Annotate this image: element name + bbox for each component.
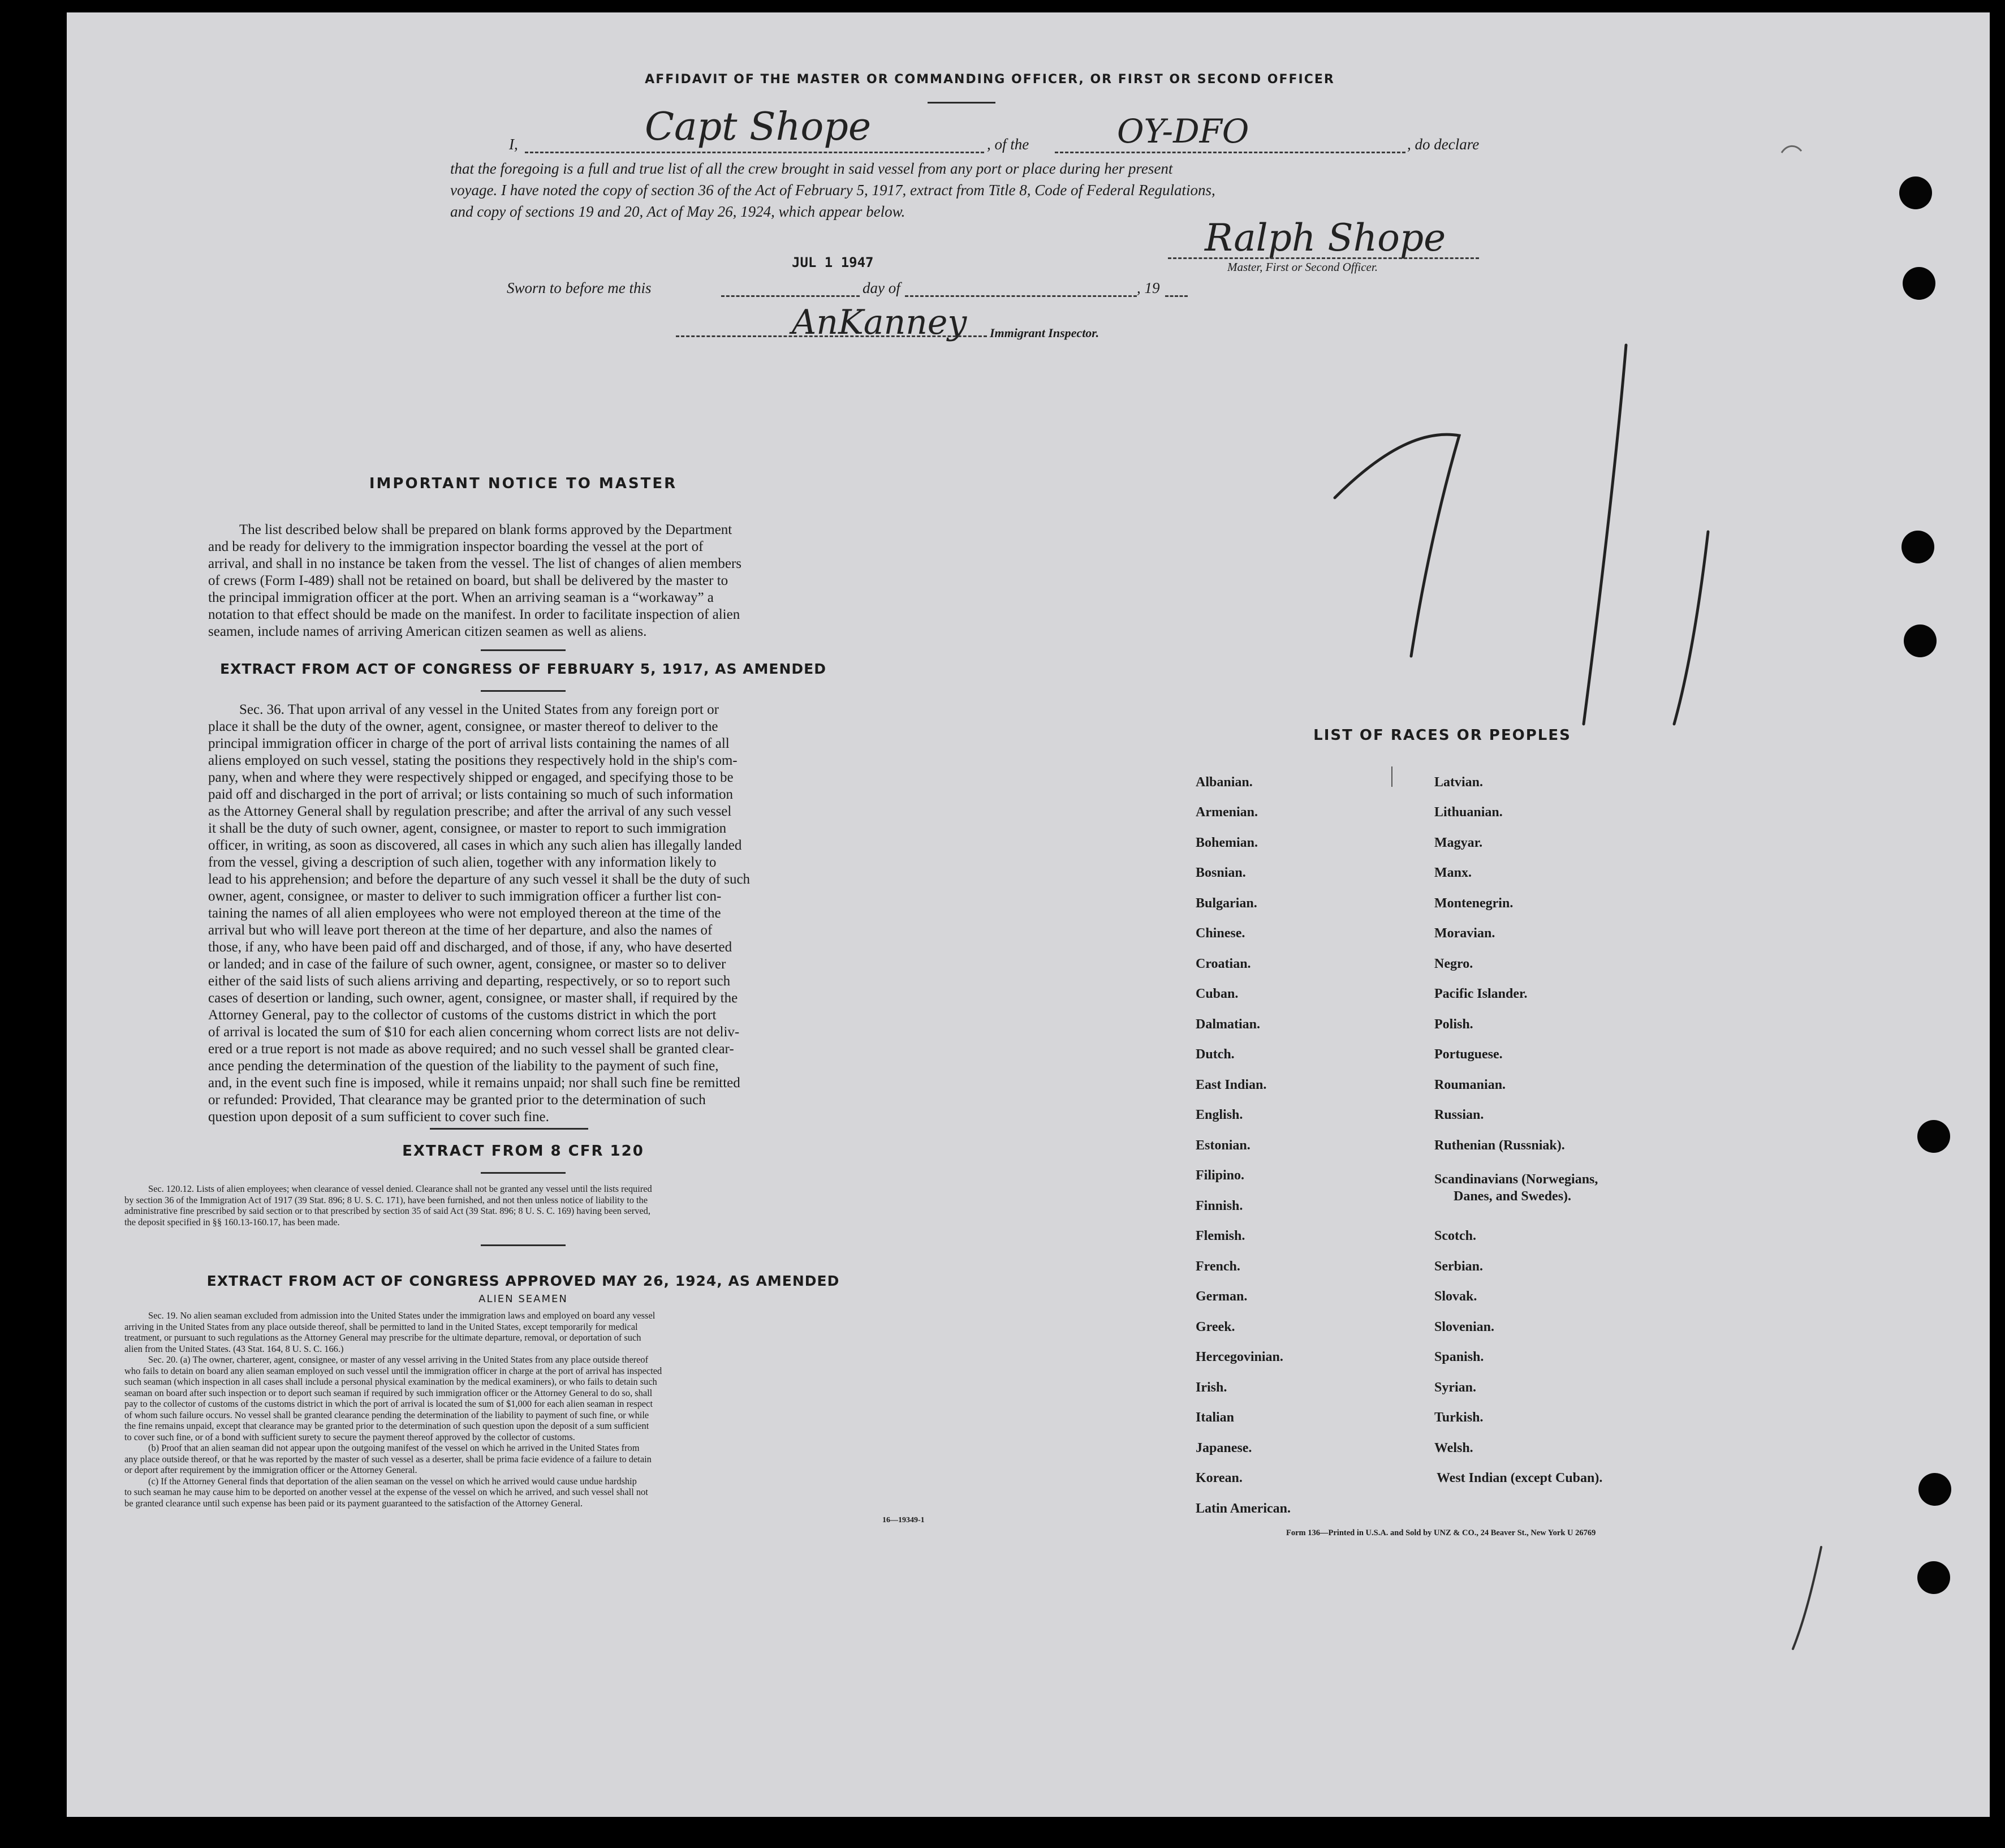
master-signature: Ralph Shope	[1205, 216, 1446, 260]
affidavit-line-3: voyage. I have noted the copy of section 36 of the Act of February 5, 1917, extract from Title 8, Code of Federal Regulations,	[450, 182, 1215, 199]
race-item: Roumanian.	[1434, 1078, 1506, 1092]
day-of-label: day of	[863, 279, 900, 296]
of-the-label: , of the	[987, 136, 1029, 153]
notice-line: the principal immigration officer at the port. When an arriving seaman is a “workaway” a	[208, 590, 714, 605]
race-item: Scandinavians (Norwegians,	[1434, 1172, 1598, 1187]
extract-1917-line: officer, in writing, as soon as discovered, all cases in which any such alien has illegally landed	[208, 838, 742, 853]
race-item: Hercegovinian.	[1196, 1350, 1283, 1364]
inspector-line	[676, 335, 987, 337]
extract-1924-line: (b) Proof that an alien seaman did not appear upon the outgoing manifest of the vessel on which he arrived in the United States from	[148, 1442, 640, 1453]
race-item: West Indian (except Cuban).	[1437, 1471, 1603, 1485]
extract-1924-line: be granted clearance until such expense has been paid or its payment guaranteed to the satisfaction of the Attorney General.	[124, 1497, 583, 1509]
cfr-rule-top	[430, 1128, 588, 1130]
extract-1924-body	[124, 1310, 937, 1509]
extract-1917-line: those, if any, who have been paid off and discharged, and of those, if any, who have deserted	[208, 940, 732, 955]
extract-1924-line: seaman on board after such inspection or to deport such seaman if required by such immigration officer or the Attorney General to do so, shall	[124, 1387, 653, 1398]
cfr-line: the deposit specified in §§ 160.13-160.17, has been made.	[124, 1216, 340, 1227]
race-item: Irish.	[1196, 1380, 1227, 1395]
extract-1917-line: lead to his apprehension; and before the departure of any such vessel it shall be the duty of such	[208, 872, 751, 887]
notice-line: The list described below shall be prepared on blank forms approved by the Department	[239, 522, 732, 537]
race-item: Manx.	[1434, 865, 1472, 880]
vessel-name-line	[1055, 152, 1405, 153]
cfr-line: administrative fine prescribed by said section or to that prescribed by section 35 of said Act (39 Stat. 896; 8 U. S. C. 169) having been served,	[124, 1205, 650, 1216]
race-item: Montenegrin.	[1434, 896, 1514, 911]
race-item: Dutch.	[1196, 1047, 1235, 1062]
signature-line	[1168, 257, 1479, 259]
race-item: Magyar.	[1434, 835, 1483, 850]
extract-1924-line: to cover such fine, or of a bond with sufficient surety to secure the payment thereof approved by the collector of customs.	[124, 1431, 575, 1442]
notice-body	[208, 522, 844, 640]
punch-hole	[1917, 1561, 1950, 1594]
extract-1917-line: Sec. 36. That upon arrival of any vessel in the United States from any foreign port or	[239, 702, 719, 717]
extract-1917-line: ance pending the determination of the question of the liability to the payment of such fine,	[208, 1058, 719, 1074]
race-item: Bosnian.	[1196, 865, 1246, 880]
extract-1917-line: of arrival is located the sum of $10 for each alien concerning whom correct lists are not deliv-	[208, 1024, 740, 1040]
race-item: Ruthenian (Russniak).	[1434, 1138, 1565, 1153]
extract-1924-line: who fails to detain on board any alien seaman employed on such vessel until the immigration officer in charge at the port of arrival has inspected	[124, 1365, 662, 1376]
race-item: Negro.	[1434, 957, 1473, 971]
sworn-month-line	[905, 295, 1137, 297]
master-name-handwritten: Capt Shope	[645, 105, 872, 149]
title-rule	[928, 102, 995, 104]
race-item: French.	[1196, 1259, 1240, 1274]
extract-1924-line: arriving in the United States from any place outside thereof, shall be permitted to land in the United States, except temporarily for medical	[124, 1321, 638, 1332]
affidavit-line-2: that the foregoing is a full and true list of all the crew brought in said vessel from any port or place during her present	[450, 160, 1173, 177]
extract-1917-line: place it shall be the duty of the owner, agent, consignee, or master thereof to deliver to the	[208, 719, 718, 734]
notice-line: arrival, and shall in no instance be taken from the vessel. The list of changes of alien members	[208, 556, 741, 571]
cfr-title: EXTRACT FROM 8 CFR 120	[402, 1143, 644, 1160]
cfr-body	[124, 1183, 937, 1227]
margin-pencil-mark	[1782, 1541, 1832, 1655]
extract-1924-line: pay to the collector of customs of the customs district in which the port of arrival is located the sum of $1,000 for each alien seaman in respect	[124, 1398, 653, 1409]
master-name-line	[525, 152, 984, 153]
extract-1924-line: any place outside thereof, or that he was reported by the master of such vessel as a deserter, shall be prima facie evidence of a failure to detain	[124, 1453, 652, 1464]
punch-hole	[1904, 624, 1937, 657]
race-item: Croatian.	[1196, 957, 1251, 971]
race-item: Korean.	[1196, 1471, 1243, 1485]
extract-1917-body	[208, 701, 844, 1126]
affidavit-line-4: and copy of sections 19 and 20, Act of May 26, 1924, which appear below.	[450, 203, 906, 220]
notice-line: notation to that effect should be made on the manifest. In order to facilitate inspection of alien	[208, 607, 740, 622]
inspector-signature: AnKanney	[792, 303, 967, 342]
sworn-year-line	[1165, 295, 1188, 297]
extract-1924-line: Sec. 19. No alien seaman excluded from admission into the United States under the immigration laws and employed on board any vessel	[148, 1310, 656, 1321]
race-item: Pacific Islander.	[1434, 987, 1528, 1001]
race-item: Serbian.	[1434, 1259, 1484, 1274]
extract-1917-line: question upon deposit of a sum sufficient to cover such fine.	[208, 1109, 549, 1125]
race-item: Chinese.	[1196, 926, 1245, 941]
inspector-caption: Immigrant Inspector.	[990, 326, 1099, 340]
race-item: Portuguese.	[1434, 1047, 1503, 1062]
extract-1924-line: such seaman (which inspection in all cases shall include a personal physical examination by the medical examiners), or who fails to detain such	[124, 1376, 657, 1387]
race-item: Slovak.	[1434, 1289, 1477, 1304]
margin-smudge-mark	[1776, 139, 1810, 161]
race-item: Flemish.	[1196, 1229, 1245, 1243]
extract-1917-line: principal immigration officer in charge of the port of arrival lists containing the names of all	[208, 736, 730, 751]
race-item: East Indian.	[1196, 1078, 1267, 1092]
extract-1917-line: Attorney General, pay to the collector of customs of the customs district in which the port	[208, 1007, 717, 1023]
punch-hole	[1917, 1120, 1950, 1153]
year-label: , 19	[1137, 279, 1160, 296]
sworn-date-stamp: JUL 1 1947	[792, 255, 874, 270]
punch-hole	[1901, 531, 1934, 563]
sworn-label: Sworn to before me this	[507, 279, 652, 296]
extract-1917-line: or landed; and in case of the failure of such owner, agent, consignee, or master so to deliver	[208, 957, 726, 972]
extract-1924-line: the fine remains unpaid, except that clearance may be granted prior to the determination of such question upon the deposit of a sum sufficient	[124, 1420, 649, 1431]
extract-1917-line: ered or a true report is not made as above required; and no such vessel shall be granted clear-	[208, 1041, 734, 1057]
handwritten-numeral-mark	[1318, 334, 1748, 730]
race-item: Scotch.	[1434, 1229, 1476, 1243]
extract-1924-line: (c) If the Attorney General finds that deportation of the alien seaman on the vessel on which he arrived would cause undue hardship	[148, 1475, 637, 1487]
extract-1917-line: arrival but who will leave port thereon at the time of her departure, and also the names of	[208, 923, 713, 938]
notice-line: of crews (Form I-489) shall not be retained on board, but shall be delivered by the master to	[208, 573, 728, 588]
race-item: Dalmatian.	[1196, 1017, 1260, 1032]
extract-1917-line: from the vessel, giving a description of such alien, together with any information likely to	[208, 855, 717, 870]
affidavit-title: AFFIDAVIT OF THE MASTER OR COMMANDING OFFICER, OR FIRST OR SECOND OFFICER	[645, 72, 1335, 87]
form-number: 16—19349-1	[882, 1516, 925, 1524]
affidavit-i-label: I,	[509, 136, 518, 153]
extract-1917-line: cases of desertion or landing, such owner, agent, consignee, or master shall, if required by the	[208, 990, 738, 1006]
race-item: English.	[1196, 1108, 1243, 1122]
race-item: Bulgarian.	[1196, 896, 1257, 911]
races-title: LIST OF RACES OR PEOPLES	[1313, 727, 1571, 744]
notice-line: and be ready for delivery to the immigration inspector boarding the vessel at the port of	[208, 539, 704, 554]
race-item: Armenian.	[1196, 805, 1258, 820]
extract-1917-line: taining the names of all alien employees who were not employed thereon at the time of the	[208, 906, 721, 921]
extract-1917-line: aliens employed on such vessel, stating the positions they respectively hold in the ship's com-	[208, 753, 738, 768]
form-print-line: Form 136—Printed in U.S.A. and Sold by UNZ & CO., 24 Beaver St., New York U 26769	[1286, 1528, 1596, 1537]
punch-hole	[1903, 267, 1935, 300]
race-item: Moravian.	[1434, 926, 1495, 941]
extract-1917-line: it shall be the duty of such owner, agent, consignee, or master to report to such immigration	[208, 821, 727, 836]
extract-1924-subtitle: ALIEN SEAMEN	[478, 1293, 568, 1305]
race-item: Latin American.	[1196, 1501, 1291, 1516]
notice-rule	[481, 649, 566, 651]
extract-1924-title: EXTRACT FROM ACT OF CONGRESS APPROVED MAY 26, 1924, AS AMENDED	[206, 1273, 840, 1289]
vessel-name-handwritten: OY-DFO	[1117, 112, 1249, 150]
race-item: Italian	[1196, 1410, 1235, 1425]
extract-1924-line: of whom such failure occurs. No vessel shall be granted clearance pending the determination of the liability to payment of such fine, or while	[124, 1409, 649, 1420]
extract-1917-line: pany, when and where they were respectively shipped or engaged, and specifying those to be	[208, 770, 734, 785]
race-item: Greek.	[1196, 1320, 1235, 1334]
sworn-day-line	[721, 295, 860, 297]
race-item: Lithuanian.	[1434, 805, 1503, 820]
do-declare-label: , do declare	[1407, 136, 1480, 153]
extract-1924-line: or deport after requirement by the immigration officer or the Attorney General.	[124, 1464, 417, 1475]
race-item: Bohemian.	[1196, 835, 1258, 850]
race-item: German.	[1196, 1289, 1248, 1304]
race-item: Syrian.	[1434, 1380, 1477, 1395]
race-item: Polish.	[1434, 1017, 1473, 1032]
race-item: Albanian.	[1196, 775, 1253, 790]
cfr-rule-bottom	[481, 1172, 566, 1174]
race-item: Danes, and Swedes).	[1454, 1189, 1572, 1204]
race-item: Japanese.	[1196, 1441, 1252, 1455]
race-item: Welsh.	[1434, 1441, 1473, 1455]
extract-1917-line: as the Attorney General shall by regulation prescribe; and after the arrival of any such vessel	[208, 804, 732, 819]
notice-title: IMPORTANT NOTICE TO MASTER	[369, 475, 678, 492]
cfr-line: by section 36 of the Immigration Act of 1917 (39 Stat. 896; 8 U. S. C. 171), have been furnished, and not then unless notice of liability to the	[124, 1194, 648, 1205]
races-column-divider	[1391, 766, 1392, 787]
race-item: Cuban.	[1196, 987, 1239, 1001]
race-item: Turkish.	[1434, 1410, 1484, 1425]
extract-1917-line: and, in the event such fine is imposed, while it remains unpaid; nor shall such fine be remitted	[208, 1075, 740, 1091]
extract-1924-line: to such seaman he may cause him to be deported on another vessel at the expense of the vessel on which he arrived, and such vessel shall not	[124, 1487, 648, 1497]
race-item: Finnish.	[1196, 1199, 1243, 1213]
extract-1917-line: owner, agent, consignee, or master to deliver to such immigration officer a further list con-	[208, 889, 722, 904]
notice-line: seamen, include names of arriving American citizen seamen as well as aliens.	[208, 624, 647, 639]
cfr-line: Sec. 120.12. Lists of alien employees; when clearance of vessel denied. Clearance shall not be granted any vessel until the lists required	[148, 1183, 652, 1194]
extract-1924-line: treatment, or pursuant to such regulations as the Attorney General may prescribe for the ultimate departure, removal, or deportation of such	[124, 1332, 641, 1343]
punch-hole	[1899, 176, 1932, 209]
extract-1917-line: either of the said lists of such aliens arriving and departing, respectively, or so to report such	[208, 973, 731, 989]
cfr-rule-end	[481, 1244, 566, 1246]
extract-1917-rule	[481, 690, 566, 692]
extract-1917-line: paid off and discharged in the port of arrival; or lists containing so much of such information	[208, 787, 734, 802]
race-item: Slovenian.	[1434, 1320, 1495, 1334]
extract-1924-line: Sec. 20. (a) The owner, charterer, agent, consignee, or master of any vessel arriving in the United States from any place outside thereof	[148, 1354, 649, 1365]
extract-1917-title: EXTRACT FROM ACT OF CONGRESS OF FEBRUARY 5, 1917, AS AMENDED	[219, 661, 827, 677]
punch-hole	[1918, 1473, 1951, 1506]
signature-caption: Master, First or Second Officer.	[1227, 260, 1378, 274]
race-item: Russian.	[1434, 1108, 1484, 1122]
extract-1924-line: alien from the United States. (43 Stat. 164, 8 U. S. C. 166.)	[124, 1343, 344, 1354]
race-item: Filipino.	[1196, 1168, 1245, 1183]
race-item: Estonian.	[1196, 1138, 1251, 1153]
race-item: Spanish.	[1434, 1350, 1484, 1364]
extract-1917-line: or refunded: Provided, That clearance may be granted prior to the determination of such	[208, 1092, 706, 1108]
race-item: Latvian.	[1434, 775, 1484, 790]
